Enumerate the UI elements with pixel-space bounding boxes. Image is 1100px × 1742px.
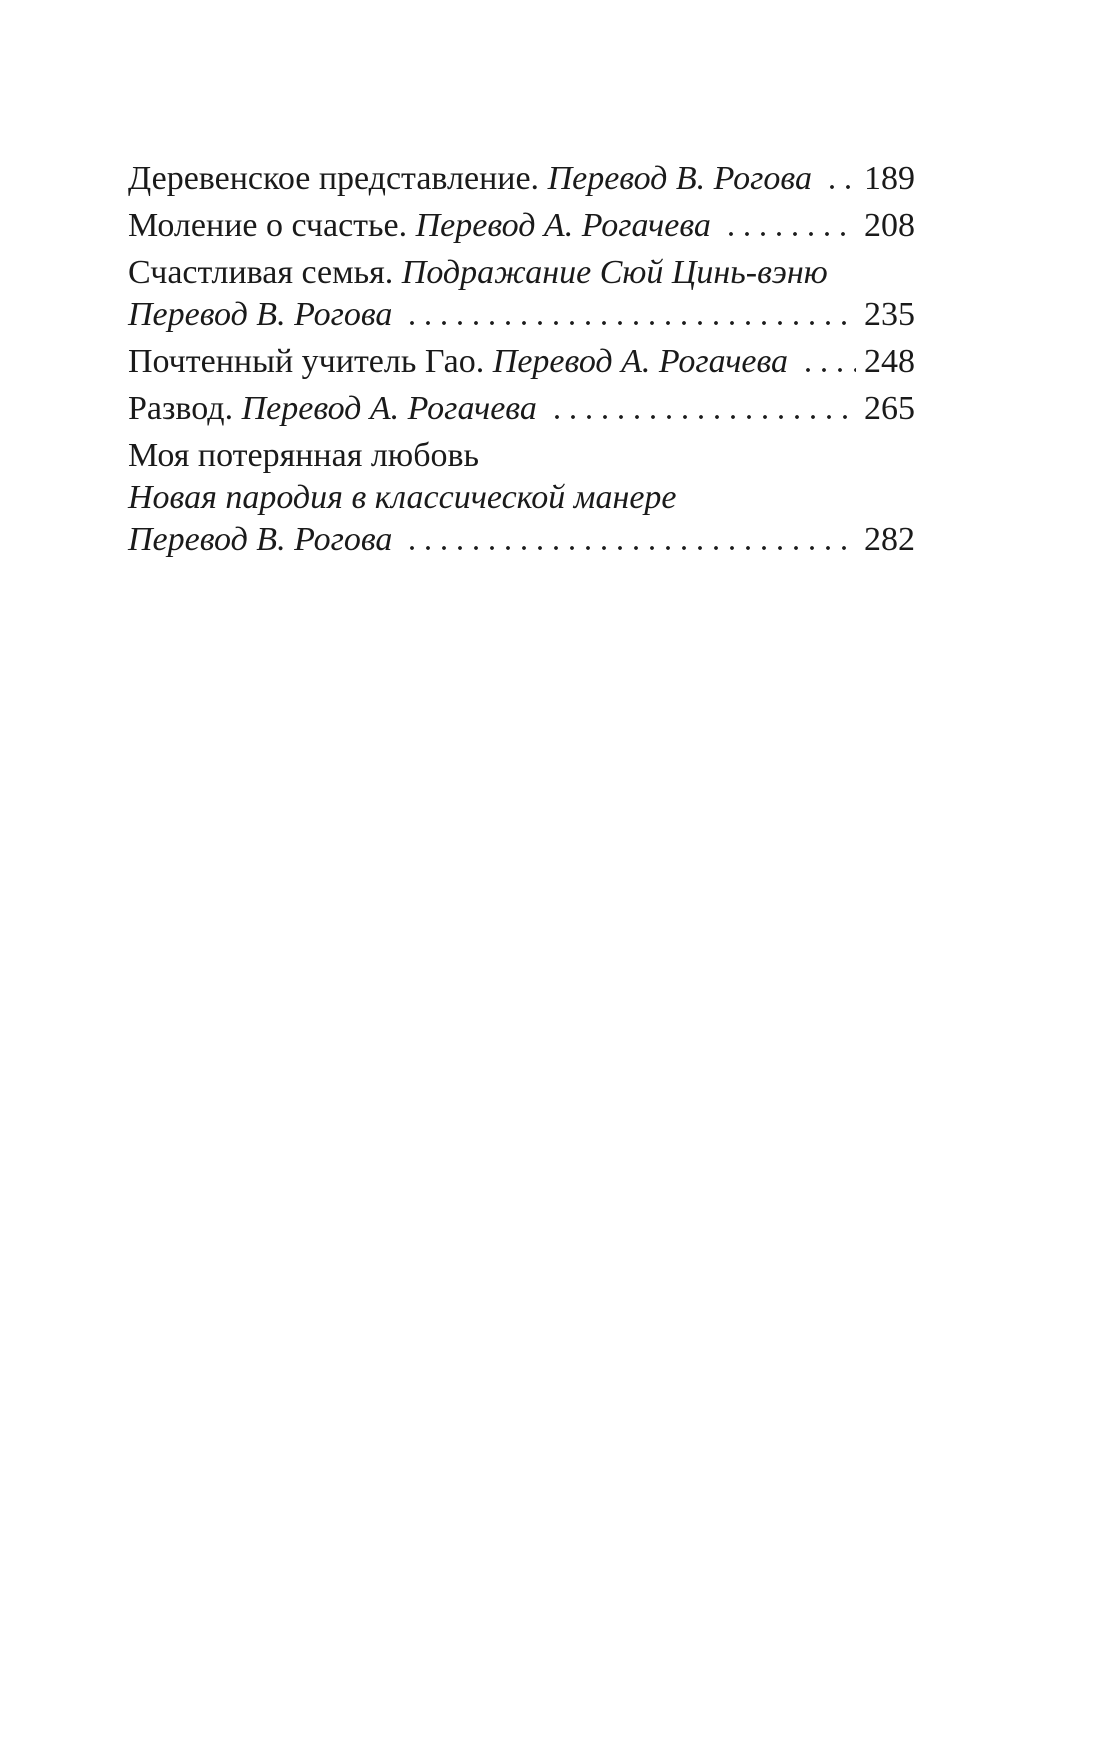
page-number: 235	[864, 296, 915, 333]
entry-translator-text: Новая пародия в классической манере	[128, 479, 677, 516]
entry-title	[128, 519, 392, 561]
dot-leader	[824, 184, 856, 190]
toc-entry	[128, 205, 915, 247]
page-number: 282	[864, 521, 915, 558]
entry-title	[128, 158, 812, 200]
entry-title	[128, 252, 828, 294]
dot-leader	[404, 320, 856, 326]
dot-leader	[800, 367, 856, 373]
entry-title	[128, 294, 392, 336]
entry-title-text: Счастливая семья.	[128, 254, 402, 291]
entry-title	[128, 205, 711, 247]
table-of-contents	[128, 158, 915, 566]
entry-translator-text: Перевод А. Рогачева	[241, 390, 537, 427]
toc-entry	[128, 158, 915, 200]
entry-translator-text: Перевод А. Рогачева	[492, 343, 789, 380]
entry-translator-text: Перевод В. Рогова	[547, 160, 812, 197]
entry-title	[128, 477, 677, 519]
page-number: 208	[864, 207, 915, 244]
entry-translator-text: Перевод В. Рогова	[128, 296, 393, 333]
page-number: 189	[864, 160, 915, 197]
entry-title-text: Почтенный учитель Гао.	[128, 343, 493, 380]
toc-line	[128, 477, 915, 519]
toc-line	[128, 341, 915, 383]
page-number: 265	[864, 390, 915, 427]
entry-title-text: Развод.	[128, 390, 242, 427]
entry-translator-text: Перевод А. Рогачева	[415, 207, 711, 244]
page-number: 248	[864, 343, 915, 380]
toc-line	[128, 205, 915, 247]
entry-title	[128, 435, 479, 477]
entry-title-text: Деревенское представление.	[128, 160, 548, 197]
toc-line	[128, 388, 915, 430]
entry-translator-text: Перевод В. Рогова	[128, 521, 393, 558]
entry-title	[128, 341, 788, 383]
toc-entry	[128, 435, 915, 561]
toc-entry	[128, 252, 915, 336]
toc-line	[128, 158, 915, 200]
toc-line	[128, 294, 915, 336]
toc-line	[128, 435, 915, 477]
entry-title-text: Моление о счастье.	[128, 207, 416, 244]
toc-line	[128, 252, 915, 294]
dot-leader	[404, 545, 856, 551]
toc-entry	[128, 341, 915, 383]
entry-translator-text: Подражание Сюй Цинь-вэню	[401, 254, 828, 291]
toc-line	[128, 519, 915, 561]
entry-title	[128, 388, 537, 430]
entry-title-text: Моя потерянная любовь	[128, 437, 480, 474]
dot-leader	[723, 231, 856, 237]
dot-leader	[549, 414, 856, 420]
toc-entry	[128, 388, 915, 430]
